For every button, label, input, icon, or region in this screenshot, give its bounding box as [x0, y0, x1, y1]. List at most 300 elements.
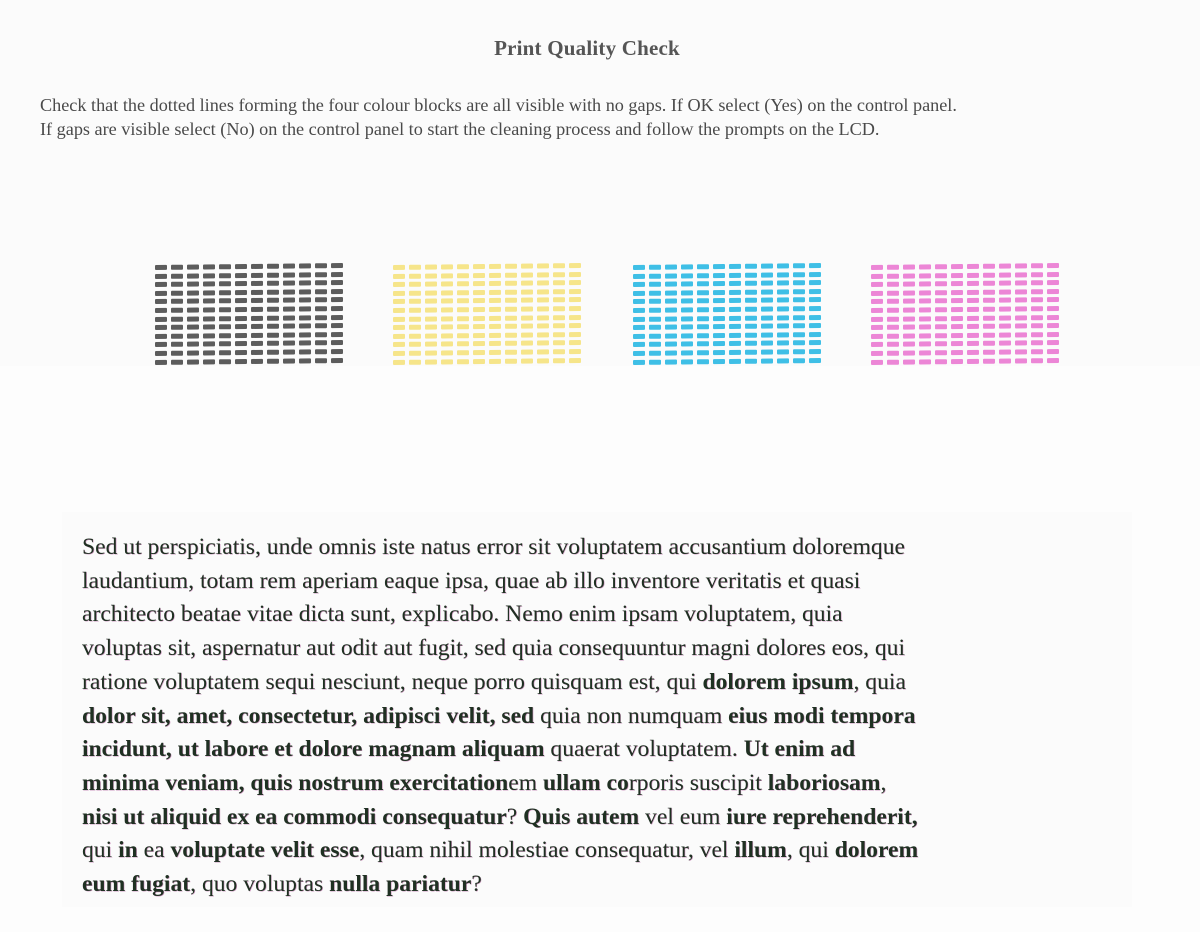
black-dash: [155, 342, 167, 347]
black-dash: [171, 273, 183, 278]
cyan-dash: [729, 341, 741, 346]
cyan-dash: [761, 315, 773, 320]
yellow-dash: [457, 342, 469, 347]
cyan-dash: [809, 358, 821, 363]
black-dash: [331, 263, 343, 268]
yellow-dash: [457, 359, 469, 364]
text-run: , quia: [853, 668, 906, 695]
cyan-dash: [633, 291, 645, 296]
cyan-dash: [633, 282, 645, 287]
magenta-dash: [887, 359, 899, 364]
yellow-dash: [553, 272, 565, 277]
cyan-dash: [761, 264, 773, 269]
magenta-dash: [951, 290, 963, 295]
yellow-dash: [505, 341, 517, 346]
black-dash: [283, 272, 295, 277]
yellow-dash: [473, 359, 485, 364]
black-dash: [315, 323, 327, 328]
yellow-dash: [521, 264, 533, 269]
cyan-dash: [809, 289, 821, 294]
text-run: quaerat voluptatem.: [544, 736, 744, 763]
yellow-dash: [425, 273, 437, 278]
black-dash: [171, 282, 183, 287]
yellow-dash: [537, 263, 549, 268]
magenta-dash: [919, 282, 931, 287]
magenta-dash: [903, 265, 915, 270]
yellow-dash: [425, 333, 437, 338]
magenta-dash: [871, 282, 883, 287]
magenta-dash: [1015, 281, 1027, 286]
magenta-dash: [967, 358, 979, 363]
magenta-dash: [919, 290, 931, 295]
cyan-dash: [649, 316, 661, 321]
black-dash: [155, 308, 167, 313]
magenta-dash: [983, 307, 995, 312]
yellow-dash: [489, 281, 501, 286]
black-dash: [267, 307, 279, 312]
black-dash: [299, 298, 311, 303]
yellow-dash: [409, 290, 421, 295]
text-run: ,: [880, 769, 887, 796]
yellow-dash: [441, 307, 453, 312]
yellow-dash: [425, 342, 437, 347]
cyan-dash: [649, 342, 661, 347]
black-dash: [155, 359, 167, 364]
black-dash: [299, 341, 311, 346]
yellow-dash: [473, 298, 485, 303]
yellow-dash: [569, 280, 581, 285]
yellow-dash: [569, 289, 581, 294]
black-dash: [331, 280, 343, 285]
yellow-dash: [457, 333, 469, 338]
cyan-dash: [761, 332, 773, 337]
magenta-dash: [1015, 263, 1027, 268]
black-dash: [171, 299, 183, 304]
yellow-dash: [489, 324, 501, 329]
magenta-dash: [871, 316, 883, 321]
cyan-dash: [809, 306, 821, 311]
yellow-dash: [457, 290, 469, 295]
magenta-dash: [919, 350, 931, 355]
black-dash: [155, 273, 167, 278]
black-dash: [331, 306, 343, 311]
black-dash: [331, 332, 343, 337]
text-run: ?: [506, 803, 524, 830]
black-dash: [155, 265, 167, 270]
bold-text-run: nulla pariatur: [329, 871, 472, 898]
magenta-dash: [919, 307, 931, 312]
black-dash: [331, 358, 343, 363]
black-dash: [187, 265, 199, 270]
cyan-dash: [761, 272, 773, 277]
yellow-dash: [409, 308, 421, 313]
yellow-dash: [537, 272, 549, 277]
yellow-dash: [441, 282, 453, 287]
text-run: voluptas sit, aspernatur aut odit aut fugit, sed quia consequuntur magni dolores eos, qui: [82, 635, 906, 662]
magenta-dash: [1047, 280, 1059, 285]
yellow-dash: [489, 333, 501, 338]
cyan-dash: [697, 281, 709, 286]
bold-text-run: ullam co: [542, 769, 629, 796]
yellow-dash: [569, 272, 581, 277]
cyan-dash: [649, 351, 661, 356]
magenta-dash: [887, 308, 899, 313]
black-dash: [267, 350, 279, 355]
yellow-dash: [521, 281, 533, 286]
black-dash: [171, 351, 183, 356]
magenta-dash: [871, 291, 883, 296]
cyan-dash: [809, 315, 821, 320]
black-dash: [315, 358, 327, 363]
magenta-dash: [935, 299, 947, 304]
black-dash: [283, 315, 295, 320]
yellow-dash: [425, 265, 437, 270]
black-dash: [331, 272, 343, 277]
yellow-dash: [441, 273, 453, 278]
paragraph-line: [82, 598, 1132, 632]
cyan-dash: [633, 342, 645, 347]
cyan-dash: [809, 297, 821, 302]
magenta-dash: [1015, 272, 1027, 277]
yellow-dash: [393, 351, 405, 356]
cyan-dash: [633, 351, 645, 356]
cyan-dash: [713, 273, 725, 278]
cyan-dash: [633, 273, 645, 278]
black-dash: [155, 299, 167, 304]
magenta-dash: [983, 341, 995, 346]
yellow-dash: [441, 325, 453, 330]
black-dash: [155, 334, 167, 339]
black-dash: [235, 359, 247, 364]
yellow-dash: [393, 282, 405, 287]
black-dash: [187, 290, 199, 295]
cyan-dash: [729, 333, 741, 338]
cyan-dash: [713, 307, 725, 312]
yellow-dash: [505, 298, 517, 303]
cyan-dash: [729, 358, 741, 363]
black-dash: [283, 264, 295, 269]
text-run: ratione voluptatem sequi nesciunt, neque porro quisquam est, qui: [82, 668, 703, 695]
cyan-dash: [681, 333, 693, 338]
magenta-dash: [999, 272, 1011, 277]
black-dash: [235, 316, 247, 321]
magenta-dash: [1047, 358, 1059, 363]
magenta-dash: [1031, 332, 1043, 337]
magenta-dash: [871, 299, 883, 304]
cyan-dash: [793, 263, 805, 268]
magenta-dash: [967, 307, 979, 312]
cyan-dash: [713, 281, 725, 286]
black-dash: [235, 350, 247, 355]
magenta-dash: [903, 307, 915, 312]
magenta-dash: [951, 264, 963, 269]
black-dash: [331, 340, 343, 345]
cyan-dash: [793, 315, 805, 320]
yellow-dash: [553, 349, 565, 354]
yellow-dash: [505, 289, 517, 294]
yellow-dash: [393, 265, 405, 270]
yellow-dash: [569, 297, 581, 302]
magenta-dash: [983, 324, 995, 329]
yellow-dash: [553, 323, 565, 328]
magenta-dash: [1015, 341, 1027, 346]
yellow-dash: [409, 359, 421, 364]
yellow-dash: [393, 273, 405, 278]
magenta-dash: [871, 265, 883, 270]
yellow-dash: [569, 332, 581, 337]
black-dash: [203, 264, 215, 269]
paragraph-line: [82, 834, 1132, 868]
yellow-dash: [505, 307, 517, 312]
magenta-dash: [967, 264, 979, 269]
paragraph-line: [82, 565, 1132, 599]
black-dash: [315, 332, 327, 337]
black-dash: [203, 342, 215, 347]
black-dash: [315, 315, 327, 320]
magenta-dash: [983, 272, 995, 277]
yellow-dash: [441, 333, 453, 338]
cyan-dash: [633, 308, 645, 313]
cyan-dash: [809, 349, 821, 354]
black-dash: [299, 263, 311, 268]
cyan-dash: [809, 332, 821, 337]
black-dash: [155, 316, 167, 321]
yellow-dash: [553, 306, 565, 311]
magenta-dash: [903, 273, 915, 278]
cyan-dash: [745, 332, 757, 337]
black-dash: [187, 282, 199, 287]
magenta-dash: [983, 281, 995, 286]
cyan-dash: [681, 264, 693, 269]
magenta-dash: [903, 359, 915, 364]
yellow-dash: [553, 289, 565, 294]
yellow-dash: [473, 264, 485, 269]
magenta-dash: [919, 325, 931, 330]
black-dash: [187, 273, 199, 278]
magenta-dash: [887, 273, 899, 278]
magenta-dash: [1031, 289, 1043, 294]
cyan-dash: [761, 349, 773, 354]
cyan-dash: [761, 306, 773, 311]
magenta-dash: [903, 325, 915, 330]
yellow-dash: [409, 316, 421, 321]
bold-text-run: iure reprehenderit,: [726, 803, 918, 830]
cyan-dash: [633, 334, 645, 339]
yellow-dash: [521, 341, 533, 346]
cyan-dash: [697, 333, 709, 338]
magenta-dash: [871, 359, 883, 364]
cyan-dash: [809, 263, 821, 268]
magenta-dash: [1047, 272, 1059, 277]
magenta-dash: [919, 316, 931, 321]
cyan-dash: [713, 350, 725, 355]
yellow-dash: [537, 332, 549, 337]
black-dash: [283, 341, 295, 346]
black-dash: [283, 332, 295, 337]
black-dash: [187, 325, 199, 330]
black-dash: [219, 333, 231, 338]
yellow-dash: [553, 298, 565, 303]
bold-text-run: laboriosam: [767, 769, 881, 796]
cyan-dash: [777, 315, 789, 320]
cyan-dash: [729, 315, 741, 320]
yellow-dash: [457, 273, 469, 278]
text-run: quia non numquam: [534, 702, 729, 729]
black-dash: [299, 349, 311, 354]
yellow-dash: [489, 358, 501, 363]
yellow-dash: [553, 332, 565, 337]
cyan-dash: [681, 290, 693, 295]
yellow-dash: [521, 332, 533, 337]
paragraph-line: [82, 666, 1132, 700]
black-dash: [219, 350, 231, 355]
cyan-dash: [665, 316, 677, 321]
cyan-dash: [681, 350, 693, 355]
magenta-dash: [1047, 263, 1059, 268]
magenta-dash: [951, 316, 963, 321]
black-dash: [203, 299, 215, 304]
text-run: Sed ut perspiciatis, unde omnis iste natus error sit voluptatem accusantium doloremque: [82, 534, 905, 560]
black-dash: [171, 308, 183, 313]
yellow-dash: [409, 342, 421, 347]
cyan-dash: [777, 349, 789, 354]
cyan-dash: [681, 307, 693, 312]
black-dash: [299, 358, 311, 363]
cyan-dash: [793, 280, 805, 285]
yellow-dash: [537, 306, 549, 311]
cyan-dash: [777, 358, 789, 363]
bold-text-run: illum: [734, 837, 787, 864]
cyan-dash: [697, 359, 709, 364]
black-dash: [235, 341, 247, 346]
cyan-dash: [633, 299, 645, 304]
black-dash: [267, 264, 279, 269]
yellow-dash: [441, 359, 453, 364]
cyan-dash: [649, 325, 661, 330]
yellow-dash: [457, 307, 469, 312]
magenta-dash: [935, 307, 947, 312]
text-run: architecto beatae vitae dicta sunt, explicabo. Nemo enim ipsam voluptatem, quia: [82, 601, 843, 628]
yellow-dash: [393, 325, 405, 330]
magenta-dash: [903, 299, 915, 304]
cyan-dash: [745, 358, 757, 363]
yellow-dash: [553, 280, 565, 285]
black-dash: [171, 290, 183, 295]
black-dash: [203, 325, 215, 330]
black-dash: [251, 350, 263, 355]
cyan-dash: [729, 298, 741, 303]
black-dash: [267, 281, 279, 286]
cyan-dash: [761, 341, 773, 346]
black-dash: [235, 333, 247, 338]
black-dash: [203, 333, 215, 338]
paragraph-line: [82, 733, 1132, 767]
black-dash: [299, 281, 311, 286]
instructions: [40, 93, 1180, 141]
magenta-dash: [951, 273, 963, 278]
magenta-dash: [999, 349, 1011, 354]
black-dash: [331, 297, 343, 302]
yellow-dash: [489, 341, 501, 346]
cyan-dash: [665, 307, 677, 312]
magenta-dash: [1015, 315, 1027, 320]
instruction-line: Check that the dotted lines forming the four colour blocks are all visible with no gaps. If OK select (Yes) on the control panel.: [40, 95, 957, 115]
yellow-dash: [569, 340, 581, 345]
cyan-dash: [809, 272, 821, 277]
cyan-dash: [713, 316, 725, 321]
cyan-dash: [681, 299, 693, 304]
yellow-dash: [521, 306, 533, 311]
cyan-dash: [745, 298, 757, 303]
black-dash: [171, 316, 183, 321]
cyan-dash: [633, 265, 645, 270]
magenta-dash: [983, 289, 995, 294]
yellow-dash: [505, 324, 517, 329]
cyan-dash: [665, 282, 677, 287]
bold-text-run: Ut enim ad: [743, 736, 856, 763]
cyan-dash: [777, 298, 789, 303]
black-dash: [155, 351, 167, 356]
cyan-dash: [649, 273, 661, 278]
cyan-dash: [665, 299, 677, 304]
cyan-dash: [649, 359, 661, 364]
black-test-block: [155, 263, 343, 365]
text-run: rporis suscipit: [628, 769, 768, 796]
magenta-dash: [1031, 358, 1043, 363]
cyan-dash: [809, 323, 821, 328]
yellow-dash: [473, 324, 485, 329]
magenta-dash: [887, 325, 899, 330]
black-dash: [315, 289, 327, 294]
black-dash: [155, 282, 167, 287]
magenta-dash: [887, 265, 899, 270]
yellow-dash: [569, 306, 581, 311]
cyan-dash: [777, 281, 789, 286]
magenta-dash: [1015, 349, 1027, 354]
bold-text-run: in: [118, 837, 138, 864]
black-dash: [267, 298, 279, 303]
black-dash: [251, 358, 263, 363]
magenta-dash: [887, 282, 899, 287]
magenta-test-block: [871, 263, 1059, 365]
cyan-dash: [713, 324, 725, 329]
yellow-dash: [569, 323, 581, 328]
cyan-dash: [649, 299, 661, 304]
cyan-dash: [793, 332, 805, 337]
black-dash: [219, 307, 231, 312]
magenta-dash: [919, 359, 931, 364]
magenta-dash: [919, 333, 931, 338]
black-dash: [219, 264, 231, 269]
cyan-dash: [745, 272, 757, 277]
cyan-dash: [777, 289, 789, 294]
black-dash: [283, 349, 295, 354]
cyan-dash: [697, 273, 709, 278]
cyan-dash: [777, 332, 789, 337]
cyan-dash: [729, 281, 741, 286]
yellow-dash: [393, 299, 405, 304]
black-dash: [299, 289, 311, 294]
cyan-dash: [697, 350, 709, 355]
cyan-dash: [729, 324, 741, 329]
magenta-dash: [967, 341, 979, 346]
sample-paragraph: [82, 531, 1132, 902]
black-dash: [219, 273, 231, 278]
black-dash: [187, 350, 199, 355]
cyan-dash: [761, 298, 773, 303]
bold-text-run: Quis autem: [523, 803, 640, 830]
cyan-dash: [729, 307, 741, 312]
